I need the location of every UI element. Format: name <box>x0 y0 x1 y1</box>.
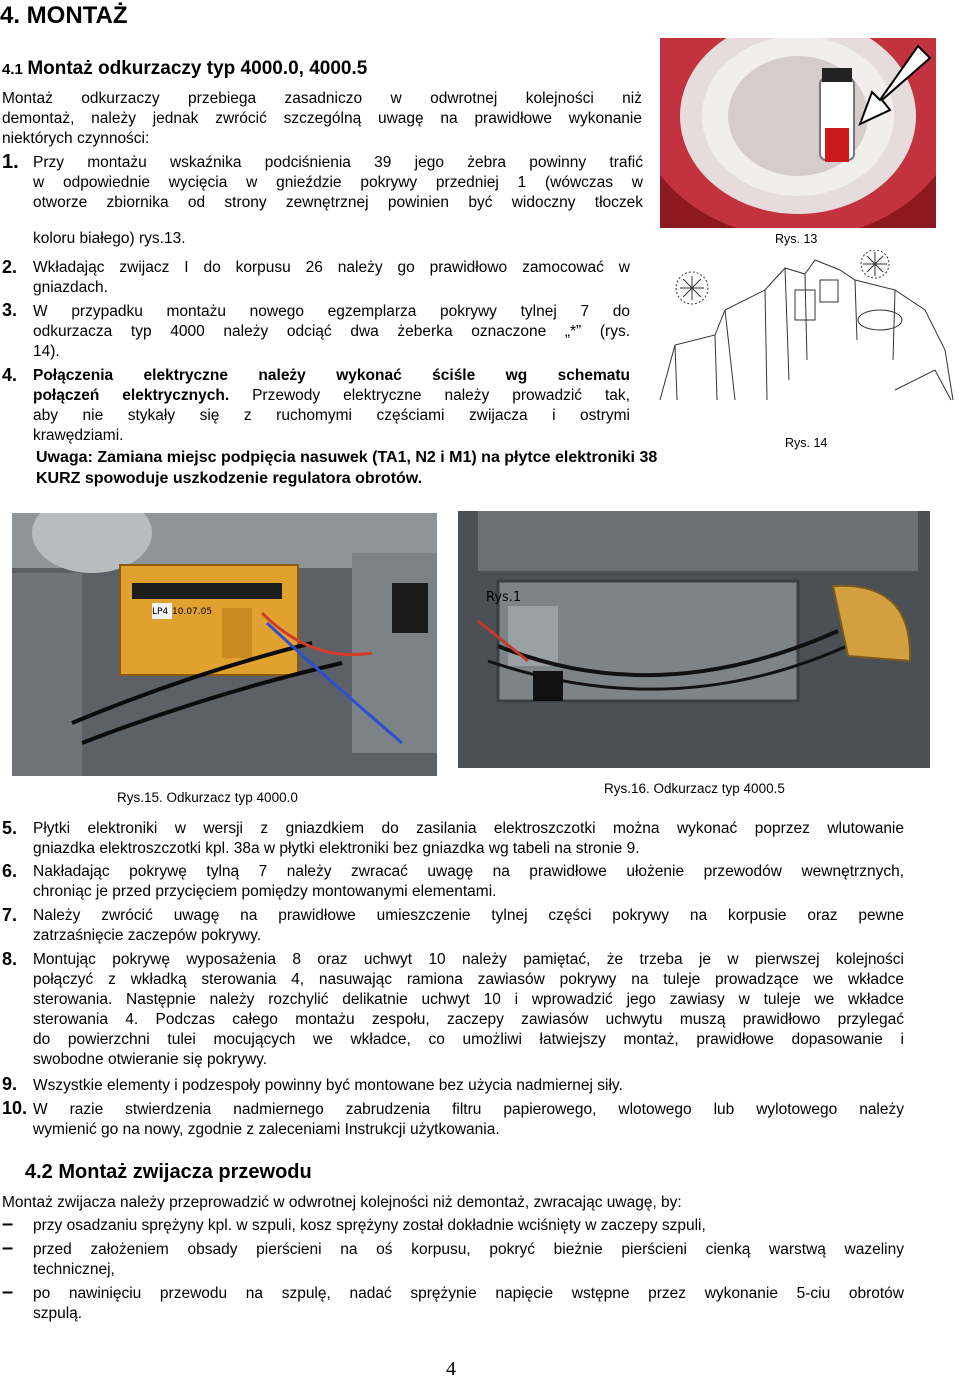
drawing-rys-14 <box>655 250 955 410</box>
section-title: Montaż odkurzaczy typ 4000.0, 4000.5 <box>27 58 368 79</box>
text-line: niektórych czynności: <box>2 130 150 147</box>
text-line: chroniąc je przed przycięciem pomiędzy montowanymi elementami. <box>33 883 497 900</box>
bullet-1-text <box>33 1216 904 1236</box>
board-date: 10.07.05 <box>172 607 213 617</box>
text-line: Przy montażu wskaźnika podciśnienia 39 jego żebra powinny trafić <box>33 154 643 171</box>
item-number: 2. <box>2 257 18 277</box>
text-line: Uwaga: Zamiana miejsc podpięcia nasuwek (TA1, N2 i M1) na płytce elektroniki 38 <box>36 449 658 466</box>
caption-rys-16: Rys.16. Odkurzacz typ 4000.5 <box>604 781 785 796</box>
item-2-text <box>33 258 630 298</box>
item-1-text <box>33 153 643 249</box>
text-line: Należy zwrócić uwagę na prawidłowe umieszczenie tylnej części pokrywy na korpusie oraz pewne <box>33 907 904 924</box>
text-line: gniazdach. <box>33 279 108 296</box>
photo-rys-13 <box>660 38 936 228</box>
text-line: do powierzchni tulei mocujących we wkładce, co umożliwi łatwiejszy montaż, prawidłowe dopasowanie i <box>33 1031 904 1048</box>
item-3-text <box>33 302 630 362</box>
bold-text: połączeń elektrycznych. <box>33 387 230 404</box>
text-line: w odpowiednie wycięcia w gnieździe pokrywy przedniej 1 (wówczas w <box>33 174 643 191</box>
board-label: LP4 <box>152 607 169 617</box>
page-number: 4 <box>446 1358 456 1380</box>
text-line: sterowania. Następnie należy rozchylić delikatnie uchwyt 10 i wprowadzić jego zawiasy w tuleje we wkładce <box>33 991 904 1008</box>
text-line: swobodne otwieranie się pokrywy. <box>33 1051 268 1068</box>
section-4-2-intro: Montaż zwijacza należy przeprowadzić w odwrotnej kolejności niż demontaż, zwracając uwagę, by: <box>2 1194 682 1211</box>
text-line: przy osadzaniu sprężyny kpl. w szpuli, kosz sprężyny został dokładnie wciśnięty w zaczepy szpuli, <box>33 1217 706 1234</box>
section-number: 4.1 <box>2 61 23 78</box>
item-number: 7. <box>2 905 18 925</box>
text-line: Montaż odkurzaczy przebiega zasadniczo w odwrotnej kolejności niż <box>2 90 642 107</box>
text-line: Wszystkie elementy i podzespoły powinny być montowane bez użycia nadmiernej siły. <box>33 1077 623 1094</box>
bullet-3-text <box>33 1284 904 1324</box>
text-line: technicznej, <box>33 1261 115 1278</box>
text-line: połączyć z wkładką sterowania 4, nasuwając ramiona zawiasów pokrywy na tuleje prowadzące we wkładce <box>33 971 904 988</box>
text-line: krawędziami. <box>33 427 124 444</box>
item-number: 8. <box>2 949 18 969</box>
photo-label: Rys.1 <box>486 590 522 605</box>
photo-rys-16 <box>458 511 930 768</box>
bullet-2-text <box>33 1240 904 1280</box>
item-9-text <box>33 1076 904 1096</box>
text-line: koloru białego) rys.13. <box>33 230 186 247</box>
photo-rys-15 <box>12 513 437 776</box>
section-4-1-title <box>2 58 367 80</box>
intro-paragraph <box>2 89 642 149</box>
text-line: Montując pokrywę wyposażenia 8 oraz uchwyt 10 należy pamiętać, że trzeba je w pierwszej kolejności <box>33 951 904 968</box>
bullet-dash: – <box>2 1237 14 1259</box>
text-line: aby nie stykały się z ruchomymi częściami zwijacza i ostrymi <box>33 407 630 424</box>
text-line: przed założeniem obsady pierścieni na oś korpusu, pokryć bieżnie pierścieni cienką warstwą wazeliny <box>33 1241 904 1258</box>
caption-rys-13: Rys. 13 <box>775 232 818 246</box>
text-line: zatrzaśnięcie zaczepów pokrywy. <box>33 927 261 944</box>
item-5-text <box>33 819 904 859</box>
text-line: Płytki elektroniki w wersji z gniazdkiem do zasilania elektroszczotki można wykonać poprzez wlutowanie <box>33 820 904 837</box>
text-line: szpulą. <box>33 1305 83 1322</box>
item-number: 9. <box>2 1074 18 1094</box>
page-heading: 4. MONTAŻ <box>0 2 128 29</box>
section-4-2-title: 4.2 Montaż zwijacza przewodu <box>25 1161 312 1183</box>
text-line: Wkładając zwijacz I do korpusu 26 należy go prawidłowo zamocować w <box>33 259 630 276</box>
warning-note <box>36 447 657 489</box>
text-line: gniazdka elektroszczotki kpl. 38a w płytki elektroniki bez gniazdka wg tabeli na stronie 9. <box>33 840 640 857</box>
item-4-text <box>33 366 630 446</box>
text-line: otworze zbiornika od strony zewnętrznej powinien być widoczny tłoczek <box>33 194 643 211</box>
text-line: odkurzacza typ 4000 należy odciąć dwa żeberka oznaczone „*” (rys. <box>33 323 630 340</box>
text-line: Nakładając pokrywę tylną 7 należy zwracać uwagę na prawidłowe ułożenie przewodów wewnętrznych, <box>33 863 904 880</box>
text-line <box>33 386 630 406</box>
item-8-text <box>33 950 904 1070</box>
text-line: W razie stwierdzenia nadmiernego zabrudzenia filtru papierowego, wlotowego lub wylotowego należy <box>33 1101 904 1118</box>
caption-rys-15: Rys.15. Odkurzacz typ 4000.0 <box>117 790 298 805</box>
text-line: sterowania 4. Podczas całego montażu zespołu, zaczepy zawiasów uchwytu muszą prawidłowo przylegać <box>33 1011 904 1028</box>
text-line: W przypadku montażu nowego egzemplarza pokrywy tylnej 7 do <box>33 303 630 320</box>
item-number: 4. <box>2 365 18 385</box>
text-line: demontaż, należy jednak zwrócić szczególną uwagę na prawidłowe wykonanie <box>2 110 642 127</box>
item-number: 6. <box>2 861 18 881</box>
item-number: 1. <box>2 151 19 173</box>
text-line: 14). <box>33 343 60 360</box>
item-7-text <box>33 906 904 946</box>
text-line: KURZ spowoduje uszkodzenie regulatora obrotów. <box>36 470 423 487</box>
bullet-dash: – <box>2 1281 14 1303</box>
item-number: 3. <box>2 300 18 320</box>
caption-rys-14: Rys. 14 <box>785 436 828 450</box>
item-number: 10. <box>2 1098 28 1118</box>
text-line: po nawinięciu przewodu na szpulę, nadać sprężynie napięcie wstępne przez wykonanie 5-ciu obrotów <box>33 1285 904 1302</box>
item-6-text <box>33 862 904 902</box>
text-line: Połączenia elektryczne należy wykonać ściśle wg schematu <box>33 367 630 384</box>
text-span: Przewody elektryczne należy prowadzić tak, <box>229 387 630 404</box>
item-number: 5. <box>2 818 18 838</box>
bullet-dash: – <box>2 1213 14 1235</box>
text-line: wymienić go na nowy, zgodnie z zaleceniami Instrukcji użytkowania. <box>33 1121 500 1138</box>
item-10-text <box>33 1100 904 1140</box>
